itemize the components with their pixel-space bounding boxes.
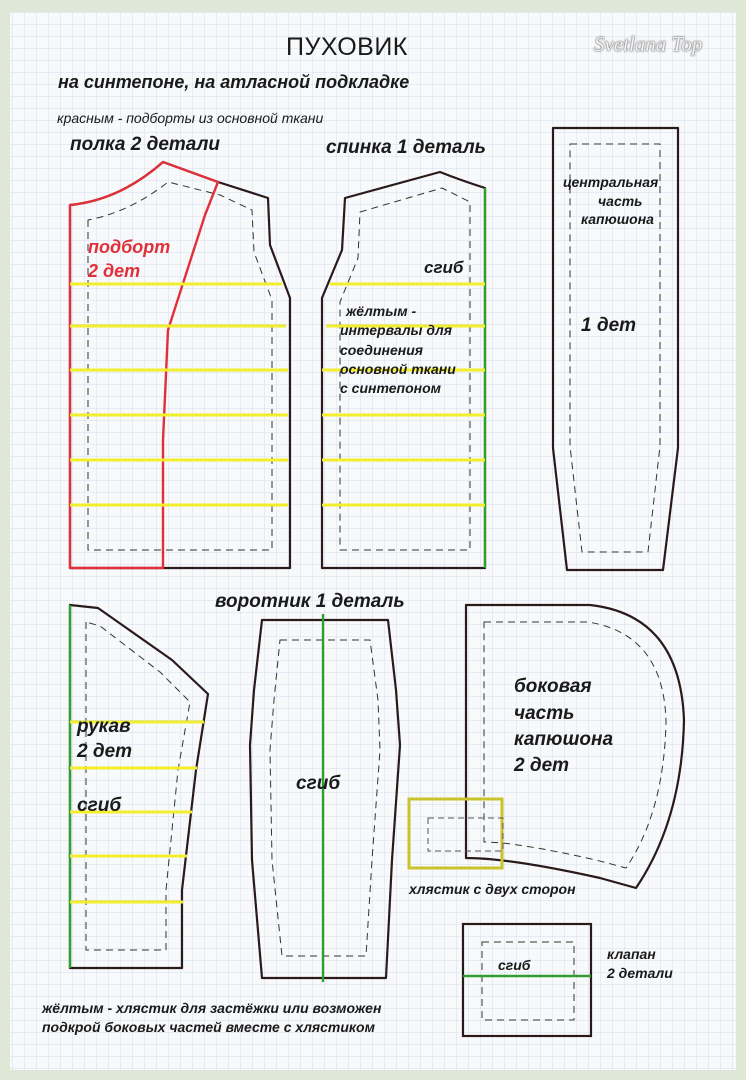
hood-side-label-3: капюшона (514, 729, 614, 750)
sleeve-label-2: 2 дет (77, 741, 133, 762)
front-facing-label-1: подборт (88, 237, 171, 257)
back-note-2: интервалы для (340, 322, 452, 338)
back-fold-label: сгиб (424, 258, 464, 277)
hood-center-label-2: часть (598, 193, 643, 209)
back-note-3: соединения (340, 342, 423, 358)
back-note-5: с синтепоном (340, 380, 441, 396)
hood-center-label-1: центральная (563, 174, 659, 190)
flap-label-2: 2 детали (607, 965, 673, 981)
grid-background (10, 12, 736, 1070)
hood-side-label-2: часть (514, 703, 575, 724)
back-note-4: основной ткани (340, 361, 456, 377)
footer-note-1: жёлтым - хлястик для застёжки или возможен (42, 1000, 382, 1016)
sleeve-label-1: рукав (77, 716, 131, 737)
hood-side-label-1: боковая (514, 676, 592, 697)
signature-watermark: Svetlana Top (594, 32, 703, 56)
front-facing-label-2: 2 дет (88, 261, 141, 281)
red-note: красным - подборты из основной ткани (57, 110, 324, 126)
flap-label-1: клапан (607, 946, 656, 962)
page-subtitle: на синтепоне, на атласной подкладке (58, 72, 410, 92)
back-note-1: жёлтым - (346, 303, 417, 319)
hood-side-label-4: 2 дет (514, 755, 570, 776)
flap-fold-label: сгиб (498, 957, 531, 973)
sleeve-fold-label: сгиб (77, 795, 122, 816)
hood-center-count: 1 дет (581, 315, 637, 336)
back-title: спинка 1 деталь (326, 137, 486, 158)
hood-center-label-3: капюшона (581, 211, 654, 227)
page-title: ПУХОВИК (286, 33, 408, 61)
collar-fold-label: сгиб (296, 773, 341, 794)
front-title: полка 2 детали (70, 134, 221, 155)
tab-note: хлястик с двух сторон (409, 881, 576, 897)
collar-title: воротник 1 деталь (215, 591, 405, 612)
footer-note-2: подкрой боковых частей вместе с хлястиком (42, 1019, 375, 1035)
